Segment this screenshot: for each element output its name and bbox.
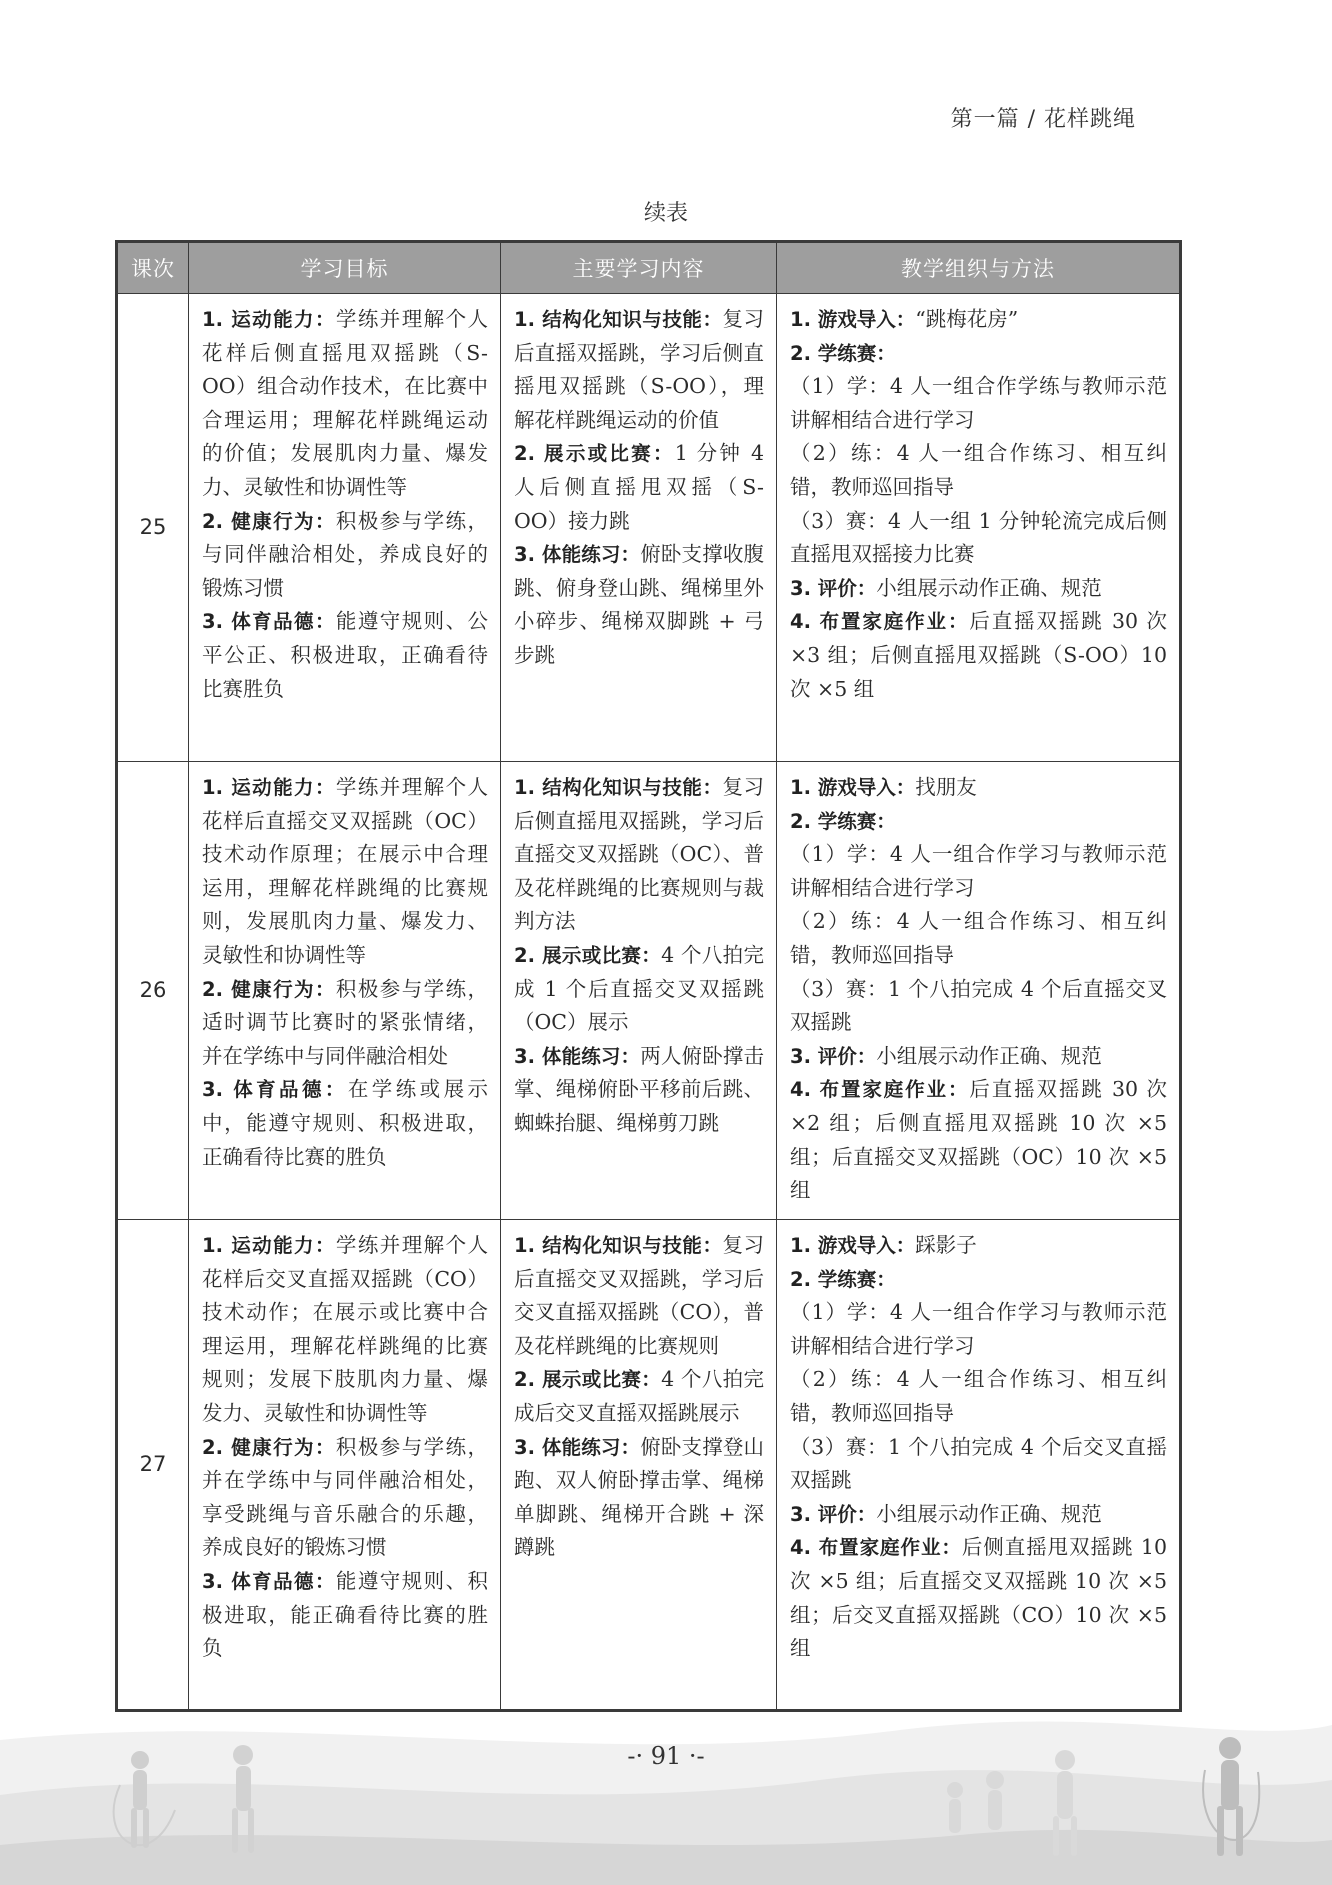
method-item: [790, 838, 1167, 905]
table-caption: 续表: [643, 201, 688, 226]
lesson-plan-table: [115, 240, 1182, 1712]
goal-item: [202, 505, 488, 606]
lesson-number: 26: [117, 762, 189, 1220]
item-text: 能遵守规则、公平公正、积极进取，正确看待比赛胜负: [202, 609, 489, 701]
item-label: 3. 体能练习：: [514, 1044, 641, 1068]
item-label: 1. 运动能力：: [202, 308, 336, 331]
item-label: 2. 健康行为：: [202, 1435, 336, 1459]
item-label: 1. 运动能力：: [202, 1234, 336, 1257]
method-item: [790, 1263, 1167, 1297]
method-item: [790, 505, 1167, 572]
item-text: （1）学：4 人一组合作学练与教师示范讲解相结合进行学习: [790, 374, 1167, 432]
item-text: （3）赛：4 人一组 1 分钟轮流完成后侧直摇甩双摇接力比赛: [790, 508, 1167, 567]
item-label: 3. 体能练习：: [514, 1435, 641, 1459]
item-label: 1. 游戏导入：: [790, 776, 916, 799]
item-label: 1. 游戏导入：: [790, 308, 916, 331]
item-label: 3. 体育品德：: [202, 610, 336, 634]
content-item: [514, 939, 764, 1040]
item-text: “跳梅花房”: [915, 307, 1019, 331]
item-text: 小组展示动作正确、规范: [876, 1501, 1102, 1526]
method-item: [790, 1498, 1167, 1532]
item-text: 复习后直摇交叉双摇跳，学习后交叉直摇双摇跳（CO），普及花样跳绳的比赛规则: [514, 1233, 765, 1358]
item-text: 积极参与学练，并在学练中与同伴融洽相处，享受跳绳与音乐融合的乐趣，养成良好的锻炼习惯: [202, 1434, 489, 1560]
lesson-number: 25: [117, 294, 189, 762]
item-label: 4. 布置家庭作业：: [790, 610, 970, 634]
item-text: 俯卧支撑收腹跳、俯身登山跳、绳梯里外小碎步、绳梯双脚跳 + 弓步跳: [514, 542, 765, 667]
item-text: 小组展示动作正确、规范: [876, 575, 1102, 600]
method-item: [790, 1531, 1167, 1665]
item-label: 2. 展示或比赛：: [514, 943, 662, 967]
item-label: 4. 布置家庭作业：: [790, 1078, 970, 1102]
item-text: 后直摇双摇跳 30 次 ×3 组；后侧直摇甩双摇跳（S-OO）10 次 ×5 组: [790, 609, 1168, 701]
item-text: 4 个八拍完成 1 个后直摇交叉双摇跳（OC）展示: [514, 942, 765, 1035]
item-label: 3. 评价：: [790, 576, 877, 600]
page-number: -· 91 ·-: [627, 1742, 705, 1770]
goal-item: [202, 973, 488, 1074]
method-item: [790, 1229, 1167, 1263]
method-item: [790, 1431, 1167, 1498]
item-label: 4. 布置家庭作业：: [790, 1536, 962, 1560]
method-item: [790, 1296, 1167, 1363]
learning-goals-cell: [189, 1220, 501, 1711]
teaching-methods-cell: [777, 294, 1181, 762]
item-text: 俯卧支撑登山跑、双人俯卧撑击掌、绳梯单脚跳、绳梯开合跳 + 深蹲跳: [514, 1434, 765, 1560]
method-item: [790, 370, 1167, 437]
teaching-methods-cell: [777, 1220, 1181, 1711]
running-head: 第一篇 / 花样跳绳: [950, 107, 1136, 132]
item-label: 3. 评价：: [790, 1502, 877, 1526]
item-text: （2）练：4 人一组合作练习、相互纠错，教师巡回指导: [790, 1367, 1167, 1425]
method-item: [790, 1073, 1167, 1207]
item-text: 小组展示动作正确、规范: [876, 1043, 1102, 1068]
table-row: [117, 1220, 1181, 1711]
item-text: （1）学：4 人一组合作学习与教师示范讲解相结合进行学习: [790, 1300, 1167, 1358]
header-learning-goals: 学习目标: [189, 242, 501, 294]
content-item: [514, 1229, 764, 1363]
goal-item: [202, 1073, 488, 1174]
learning-goals-cell: [189, 294, 501, 762]
method-item: [790, 805, 1167, 839]
item-label: 2. 展示或比赛：: [514, 442, 675, 466]
item-text: （3）赛：1 个八拍完成 4 个后交叉直摇双摇跳: [790, 1434, 1167, 1493]
method-item: [790, 437, 1167, 504]
learning-goals-cell: [189, 762, 501, 1220]
method-item: [790, 572, 1167, 606]
content-item: [514, 437, 764, 538]
lesson-number: 27: [117, 1220, 189, 1711]
item-text: 学练并理解个人花样后侧直摇甩双摇跳（S-OO）组合动作技术，在比赛中合理运用；理解花样跳绳运动的价值；发展肌肉力量、爆发力、灵敏性和协调性等: [202, 307, 489, 499]
item-text: 复习后直摇双摇跳，学习后侧直摇甩双摇跳（S-OO），理解花样跳绳运动的价值: [514, 307, 765, 432]
method-item: [790, 1363, 1167, 1430]
main-content-cell: [501, 762, 777, 1220]
item-text: 能遵守规则、积极进取，能正确看待比赛的胜负: [202, 1568, 489, 1661]
item-text: 积极参与学练，与同伴融洽相处，养成良好的锻炼习惯: [202, 508, 489, 600]
item-text: 4 个八拍完成后交叉直摇双摇跳展示: [514, 1367, 765, 1425]
method-item: [790, 905, 1167, 972]
goal-item: [202, 1565, 488, 1666]
table-header-row: [117, 242, 1181, 294]
item-text: 学练并理解个人花样后直摇交叉双摇跳（OC）技术动作原理；在展示中合理运用，理解花样跳绳的比赛规则，发展肌肉力量、爆发力、灵敏性和协调性等: [202, 775, 489, 967]
content-item: [514, 303, 764, 437]
goal-item: [202, 1431, 488, 1565]
item-label: 3. 体育品德：: [202, 1078, 348, 1102]
method-item: [790, 337, 1167, 371]
item-label: 2. 健康行为：: [202, 977, 336, 1001]
main-content-cell: [501, 294, 777, 762]
item-label: 2. 学练赛：: [790, 1267, 896, 1291]
method-item: [790, 605, 1167, 706]
table-row: [117, 762, 1181, 1220]
item-text: 踩影子: [915, 1233, 977, 1257]
content-item: [514, 771, 764, 939]
goal-item: [202, 771, 488, 973]
teaching-methods-cell: [777, 762, 1181, 1220]
item-label: 2. 健康行为：: [202, 509, 336, 533]
item-text: 积极参与学练，适时调节比赛时的紧张情绪，并在学练中与同伴融洽相处: [202, 976, 489, 1068]
table-row: [117, 294, 1181, 762]
main-content-cell: [501, 1220, 777, 1711]
item-text: （1）学：4 人一组合作学习与教师示范讲解相结合进行学习: [790, 842, 1167, 900]
goal-item: [202, 303, 488, 505]
header-teaching-methods: 教学组织与方法: [777, 242, 1181, 294]
method-item: [790, 303, 1167, 337]
item-text: 找朋友: [915, 775, 977, 799]
header-lesson-number: 课次: [117, 242, 189, 294]
goal-item: [202, 605, 488, 706]
content-item: [514, 538, 764, 672]
item-text: 1 分钟 4 人后侧直摇甩双摇（S-OO）接力跳: [514, 441, 764, 533]
item-label: 1. 结构化知识与技能：: [514, 1234, 723, 1257]
item-text: （3）赛：1 个八拍完成 4 个后直摇交叉双摇跳: [790, 976, 1167, 1035]
item-label: 1. 运动能力：: [202, 776, 336, 799]
item-label: 3. 体育品德：: [202, 1569, 336, 1593]
item-label: 2. 学练赛：: [790, 809, 896, 833]
method-item: [790, 771, 1167, 805]
method-item: [790, 1040, 1167, 1074]
item-label: 2. 学练赛：: [790, 341, 896, 365]
content-item: [514, 1363, 764, 1430]
item-text: 两人俯卧撑击掌、绳梯俯卧平移前后跳、蜘蛛抬腿、绳梯剪刀跳: [514, 1043, 765, 1135]
item-text: （2）练：4 人一组合作练习、相互纠错，教师巡回指导: [790, 441, 1167, 499]
content-item: [514, 1040, 764, 1141]
item-text: 在学练或展示中，能遵守规则、积极进取，正确看待比赛的胜负: [202, 1077, 489, 1169]
item-label: 1. 结构化知识与技能：: [514, 308, 723, 331]
item-label: 2. 展示或比赛：: [514, 1368, 662, 1392]
item-text: 后直摇双摇跳 30 次 ×2 组；后侧直摇甩双摇跳 10 次 ×5 组；后直摇交叉双摇跳（OC）10 次 ×5 组: [790, 1077, 1168, 1203]
item-label: 1. 游戏导入：: [790, 1234, 916, 1257]
item-label: 3. 体能练习：: [514, 543, 641, 567]
goal-item: [202, 1229, 488, 1431]
header-main-content: 主要学习内容: [501, 242, 777, 294]
footer-decoration: [0, 1700, 1332, 1885]
item-text: 后侧直摇甩双摇跳 10 次 ×5 组；后直摇交叉双摇跳 10 次 ×5 组；后交叉直摇双摇跳（CO）10 次 ×5 组: [790, 1535, 1167, 1661]
item-text: （2）练：4 人一组合作练习、相互纠错，教师巡回指导: [790, 909, 1167, 967]
item-label: 3. 评价：: [790, 1044, 877, 1068]
method-item: [790, 973, 1167, 1040]
item-label: 1. 结构化知识与技能：: [514, 776, 723, 799]
item-text: 复习后侧直摇甩双摇跳，学习后直摇交叉双摇跳（OC）、普及花样跳绳的比赛规则与裁判方法: [514, 775, 765, 934]
content-item: [514, 1431, 764, 1565]
item-text: 学练并理解个人花样后交叉直摇双摇跳（CO）技术动作；在展示或比赛中合理运用，理解花样跳绳的比赛规则；发展下肢肌肉力量、爆发力、灵敏性和协调性等: [202, 1233, 489, 1425]
